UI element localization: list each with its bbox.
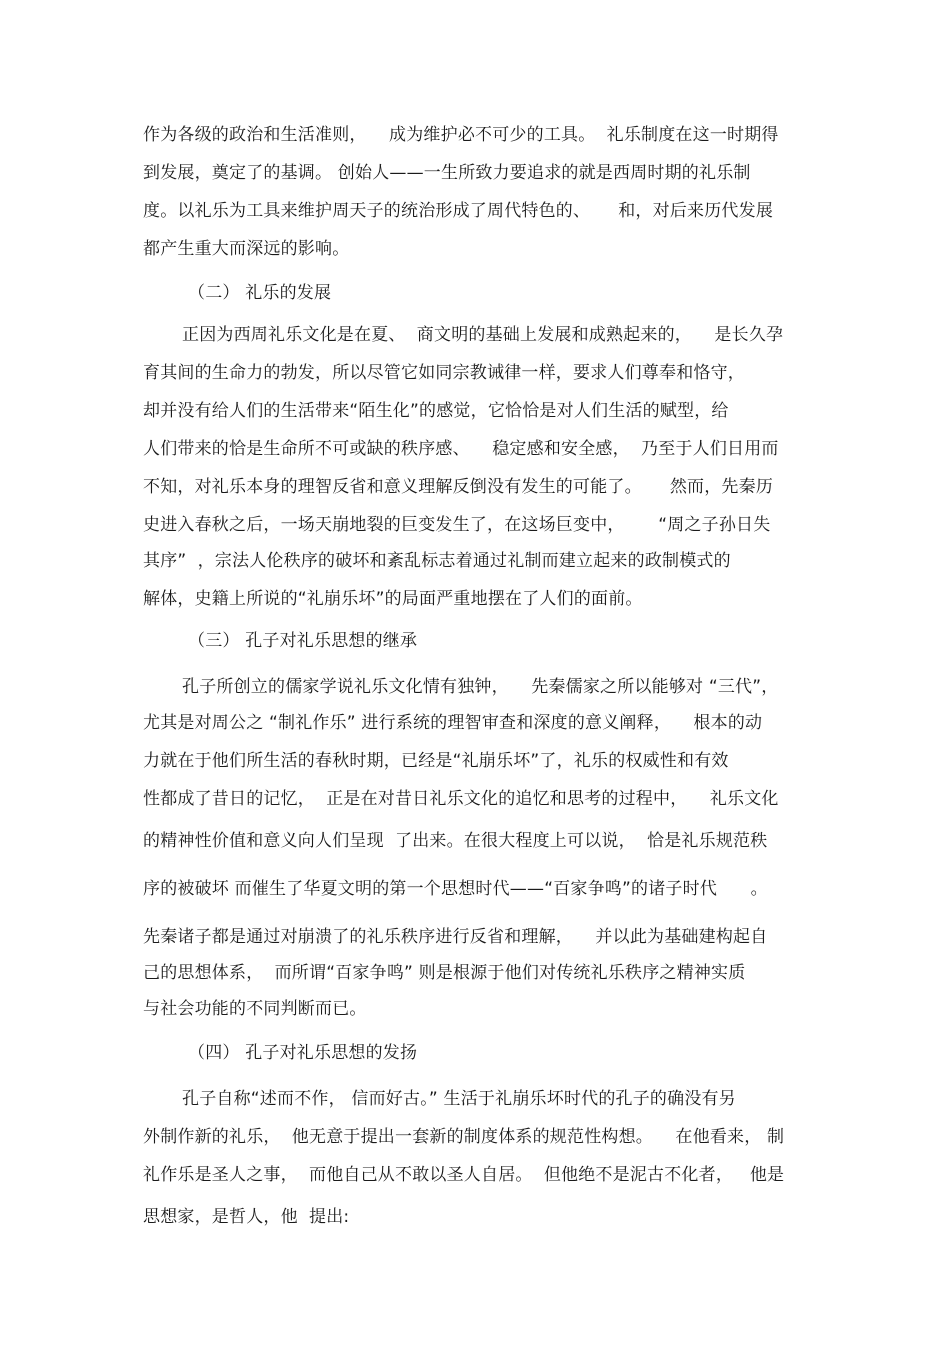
paragraph-line: 先秦诸子都是通过对崩溃了的礼乐秩序进行反省和理解， 并以此为基础建构起自 <box>143 927 768 947</box>
paragraph-line: 到发展，奠定了的基调。 创始人——一生所致力要追求的就是西周时期的礼乐制 <box>143 163 751 183</box>
paragraph-line: 解体，史籍上所说的“礼崩乐坏”的局面严重地摆在了人们的面前。 <box>143 589 643 609</box>
paragraph-line: 正因为西周礼乐文化是在夏、 商文明的基础上发展和成熟起来的， 是长久孕 <box>182 325 784 345</box>
paragraph-line: 思想家，是哲人，他 提出: <box>143 1207 350 1227</box>
paragraph-line: 力就在于他们所生活的春秋时期，已经是“礼崩乐坏”了，礼乐的权威性和有效 <box>143 751 729 771</box>
paragraph-line: 不知，对礼乐本身的理智反省和意义理解反倒没有发生的可能了。 然而，先秦历 <box>143 477 774 497</box>
paragraph-line: 序的被破坏 而催生了华夏文明的第一个思想时代——“百家争鸣”的诸子时代 。 <box>143 879 768 899</box>
paragraph-line: 史进入春秋之后，一场天崩地裂的巨变发生了，在这场巨变中， “周之子孙日失 <box>143 515 771 535</box>
paragraph-line: 尤其是对周公之 “制礼作乐” 进行系统的理智审查和深度的意义阐释， 根本的动 <box>143 713 763 733</box>
paragraph-line: 其序” ，宗法人伦秩序的破坏和紊乱标志着通过礼制而建立起来的政制模式的 <box>143 551 731 571</box>
paragraph-line: 性都成了昔日的记忆， 正是在对昔日礼乐文化的追忆和思考的过程中， 礼乐文化 <box>143 789 779 809</box>
paragraph-line: 却并没有给人们的生活带来“陌生化”的感觉，它恰恰是对人们生活的赋型，给 <box>143 401 729 421</box>
paragraph-line: 育其间的生命力的勃发，所以尽管它如同宗教诫律一样，要求人们尊奉和恪守， <box>143 363 745 383</box>
paragraph-line: 己的思想体系， 而所谓“百家争鸣” 则是根源于他们对传统礼乐秩序之精神实质 <box>143 963 746 983</box>
section-heading: （二） 礼乐的发展 <box>188 283 332 303</box>
section-heading: （三） 孔子对礼乐思想的继承 <box>188 631 418 651</box>
paragraph-line: 都产生重大而深远的影响。 <box>143 239 350 259</box>
paragraph-line: 作为各级的政治和生活准则， 成为维护必不可少的工具。 礼乐制度在这一时期得 <box>143 125 779 145</box>
paragraph-line: 度。以礼乐为工具来维护周天子的统治形成了周代特色的、 和，对后来历代发展 <box>143 201 774 221</box>
paragraph-line: 孔子自称“述而不作， 信而好古。” 生活于礼崩乐坏时代的孔子的确没有另 <box>182 1089 736 1109</box>
section-heading: （四） 孔子对礼乐思想的发扬 <box>188 1043 418 1063</box>
paragraph-line: 外制作新的礼乐， 他无意于提出一套新的制度体系的规范性构想。 在他看来， 制 <box>143 1127 785 1147</box>
paragraph-line: 人们带来的恰是生命所不可或缺的秩序感、 稳定感和安全感， 乃至于人们日用而 <box>143 439 779 459</box>
paragraph-line: 礼作乐是圣人之事， 而他自己从不敢以圣人自居。 但他绝不是泥古不化者， 他是 <box>143 1165 785 1185</box>
paragraph-line: 的精神性价值和意义向人们呈现 了出来。在很大程度上可以说， 恰是礼乐规范秩 <box>143 831 768 851</box>
paragraph-line: 与社会功能的不同判断而已。 <box>143 999 367 1019</box>
paragraph-line: 孔子所创立的儒家学说礼乐文化情有独钟， 先秦儒家之所以能够对 “三代”， <box>182 677 779 697</box>
